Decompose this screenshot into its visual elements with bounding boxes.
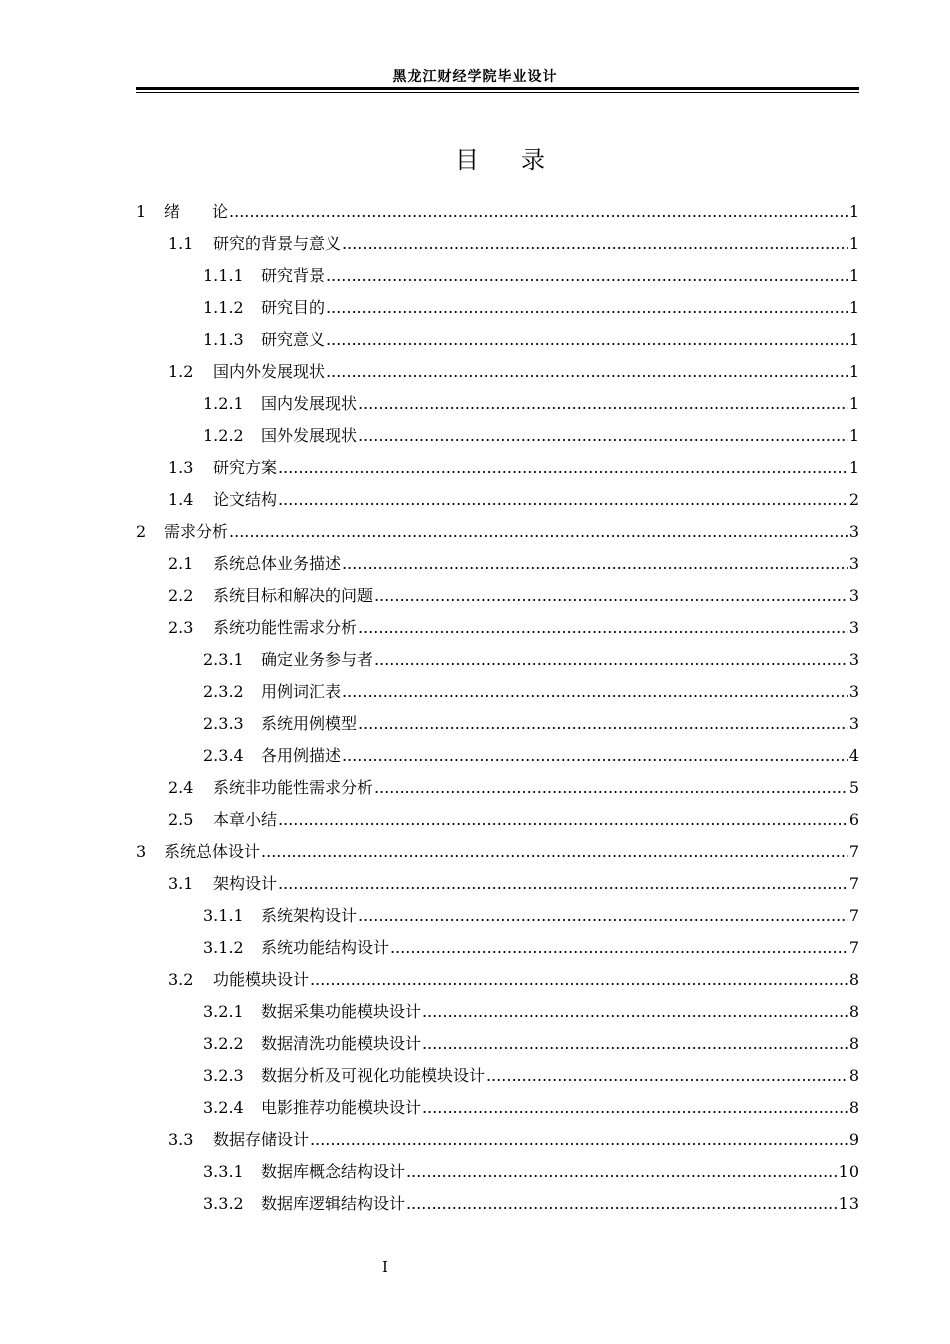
- toc-entry-title: 电影推荐功能模块设计: [261, 1098, 422, 1117]
- toc-title: [0, 140, 950, 175]
- toc-entry[interactable]: [136, 964, 859, 996]
- toc-entry[interactable]: [136, 1028, 859, 1060]
- toc-entry-number: 3.2: [168, 970, 194, 989]
- toc-entry[interactable]: [136, 1124, 859, 1156]
- toc-entry-number: 3.1: [168, 874, 194, 893]
- toc-dot-leader: [278, 484, 848, 516]
- toc-entry-title: 国内发展现状: [261, 394, 358, 413]
- toc-entry-title: 需求分析: [164, 522, 229, 541]
- toc-entry-title: 本章小结: [213, 810, 278, 829]
- toc-dot-leader: [326, 260, 848, 292]
- toc-entry-number: 3.2.1: [203, 1002, 244, 1021]
- toc-entry-title: 功能模块设计: [213, 970, 310, 989]
- toc-entry-page: 9: [848, 1130, 859, 1149]
- toc-entry-number: 2.5: [168, 810, 194, 829]
- toc-entry[interactable]: [136, 580, 859, 612]
- toc-entry-number: 2.3.2: [203, 682, 244, 701]
- toc-entry-title: 数据采集功能模块设计: [261, 1002, 422, 1021]
- toc-entry[interactable]: [136, 388, 859, 420]
- toc-entry[interactable]: [136, 228, 859, 260]
- toc-entry-title: 国内外发展现状: [213, 362, 326, 381]
- toc-entry-title: 系统用例模型: [261, 714, 358, 733]
- toc-entry-page: 7: [848, 906, 859, 925]
- toc-entry-title: 绪 论: [164, 202, 229, 221]
- toc-entry-page: 1: [848, 202, 859, 221]
- toc-entry-number: 2.2: [168, 586, 194, 605]
- toc-entry[interactable]: [136, 772, 859, 804]
- toc-entry-number: 3.2.3: [203, 1066, 244, 1085]
- toc-entry-page: 3: [848, 586, 859, 605]
- toc-entry-title: 数据清洗功能模块设计: [261, 1034, 422, 1053]
- toc-entry-title: 确定业务参与者: [261, 650, 374, 669]
- toc-entry-title: 数据分析及可视化功能模块设计: [261, 1066, 486, 1085]
- toc-entry-page: 1: [848, 458, 859, 477]
- toc-entry[interactable]: [136, 836, 859, 868]
- toc-dot-leader: [406, 1188, 838, 1220]
- toc-dot-leader: [358, 388, 848, 420]
- toc-dot-leader: [486, 1060, 848, 1092]
- toc-entry-page: 1: [848, 394, 859, 413]
- toc-entry-number: 1.4: [168, 490, 194, 509]
- toc-entry-number: 2.4: [168, 778, 194, 797]
- toc-entry-page: 3: [848, 650, 859, 669]
- toc-dot-leader: [358, 420, 848, 452]
- toc-entry[interactable]: [136, 484, 859, 516]
- toc-entry-page: 4: [848, 746, 859, 765]
- toc-dot-leader: [374, 644, 848, 676]
- toc-entry-page: 8: [848, 970, 859, 989]
- toc-entry-number: 2: [136, 522, 147, 541]
- toc-entry[interactable]: [136, 1188, 859, 1220]
- toc-entry-page: 8: [848, 1034, 859, 1053]
- toc-entry-page: 6: [848, 810, 859, 829]
- toc-entry[interactable]: [136, 708, 859, 740]
- toc-entry-number: 3.1.2: [203, 938, 244, 957]
- toc-entry-number: 3.3.2: [203, 1194, 244, 1213]
- toc-entry[interactable]: [136, 260, 859, 292]
- toc-dot-leader: [326, 356, 848, 388]
- toc-dot-leader: [342, 228, 848, 260]
- toc-entry[interactable]: [136, 1060, 859, 1092]
- header-rule-thin: [136, 92, 859, 93]
- toc-entry-title: 论文结构: [213, 490, 278, 509]
- toc-dot-leader: [326, 292, 848, 324]
- toc-entry-number: 1.2.2: [203, 426, 244, 445]
- toc-entry-number: 2.1: [168, 554, 194, 573]
- toc-dot-leader: [326, 324, 848, 356]
- toc-entry-title: 系统功能结构设计: [261, 938, 390, 957]
- table-of-contents: [136, 196, 859, 1220]
- toc-entry-page: 1: [848, 426, 859, 445]
- toc-entry[interactable]: [136, 548, 859, 580]
- toc-entry-title: 各用例描述: [261, 746, 342, 765]
- toc-entry[interactable]: [136, 868, 859, 900]
- toc-entry-number: 2.3.1: [203, 650, 244, 669]
- toc-entry[interactable]: [136, 292, 859, 324]
- toc-title-part1: 目: [455, 146, 479, 174]
- toc-entry-title: 系统总体业务描述: [213, 554, 342, 573]
- toc-entry-page: 3: [848, 554, 859, 573]
- toc-entry-number: 1: [136, 202, 147, 221]
- toc-entry-title: 研究背景: [261, 266, 326, 285]
- toc-entry-page: 8: [848, 1066, 859, 1085]
- toc-entry-page: 1: [848, 362, 859, 381]
- toc-entry-page: 1: [848, 266, 859, 285]
- toc-entry-number: 1.3: [168, 458, 194, 477]
- toc-entry[interactable]: [136, 356, 859, 388]
- toc-dot-leader: [278, 452, 848, 484]
- toc-entry[interactable]: [136, 740, 859, 772]
- toc-entry-page: 3: [848, 522, 859, 541]
- toc-entry-page: 7: [848, 842, 859, 861]
- toc-dot-leader: [374, 772, 848, 804]
- toc-entry[interactable]: [136, 196, 859, 228]
- toc-entry-number: 3.1.1: [203, 906, 244, 925]
- toc-dot-leader: [342, 740, 848, 772]
- toc-dot-leader: [422, 996, 848, 1028]
- toc-entry-page: 3: [848, 682, 859, 701]
- toc-entry[interactable]: [136, 516, 859, 548]
- toc-entry[interactable]: [136, 996, 859, 1028]
- toc-entry[interactable]: [136, 420, 859, 452]
- toc-entry-page: 8: [848, 1098, 859, 1117]
- toc-entry[interactable]: [136, 900, 859, 932]
- toc-dot-leader: [422, 1092, 848, 1124]
- toc-entry-number: 1.1.2: [203, 298, 244, 317]
- toc-entry-title: 研究目的: [261, 298, 326, 317]
- toc-entry-title: 数据库概念结构设计: [261, 1162, 406, 1181]
- toc-entry-number: 3.2.2: [203, 1034, 244, 1053]
- toc-dot-leader: [261, 836, 848, 868]
- toc-dot-leader: [358, 708, 848, 740]
- toc-entry[interactable]: [136, 1156, 859, 1188]
- toc-dot-leader: [278, 804, 848, 836]
- toc-entry[interactable]: [136, 932, 859, 964]
- toc-entry-number: 1.2.1: [203, 394, 244, 413]
- toc-entry-page: 1: [848, 330, 859, 349]
- toc-entry-number: 1.2: [168, 362, 194, 381]
- toc-entry-page: 2: [848, 490, 859, 509]
- page-number: I: [382, 1258, 388, 1276]
- toc-entry-title: 架构设计: [213, 874, 278, 893]
- toc-dot-leader: [310, 1124, 848, 1156]
- toc-entry-page: 7: [848, 938, 859, 957]
- toc-entry-number: 3.3.1: [203, 1162, 244, 1181]
- toc-dot-leader: [310, 964, 848, 996]
- toc-dot-leader: [358, 900, 848, 932]
- toc-dot-leader: [358, 612, 848, 644]
- toc-title-part2: 录: [521, 146, 545, 174]
- toc-entry-page: 1: [848, 298, 859, 317]
- toc-dot-leader: [342, 548, 848, 580]
- toc-entry-number: 3: [136, 842, 147, 861]
- toc-entry-page: 5: [848, 778, 859, 797]
- toc-entry-page: 1: [848, 234, 859, 253]
- toc-entry-page: 13: [838, 1194, 859, 1213]
- toc-dot-leader: [342, 676, 848, 708]
- toc-entry[interactable]: [136, 612, 859, 644]
- toc-entry[interactable]: [136, 1092, 859, 1124]
- toc-entry-number: 3.2.4: [203, 1098, 244, 1117]
- toc-entry-page: 3: [848, 714, 859, 733]
- toc-entry-page: 10: [838, 1162, 859, 1181]
- toc-entry[interactable]: [136, 804, 859, 836]
- toc-dot-leader: [390, 932, 848, 964]
- toc-entry-number: 2.3.3: [203, 714, 244, 733]
- toc-entry[interactable]: [136, 644, 859, 676]
- toc-entry[interactable]: [136, 324, 859, 356]
- toc-entry-number: 3.3: [168, 1130, 194, 1149]
- toc-dot-leader: [278, 868, 848, 900]
- toc-entry-title: 国外发展现状: [261, 426, 358, 445]
- toc-entry-number: 1.1: [168, 234, 194, 253]
- page-header: 黑龙江财经学院毕业设计: [392, 69, 558, 85]
- toc-entry-number: 1.1.3: [203, 330, 244, 349]
- toc-entry-title: 系统目标和解决的问题: [213, 586, 374, 605]
- toc-entry-title: 系统架构设计: [261, 906, 358, 925]
- toc-entry-title: 数据库逻辑结构设计: [261, 1194, 406, 1213]
- toc-dot-leader: [406, 1156, 838, 1188]
- header-rule-thick: [136, 87, 859, 90]
- toc-entry[interactable]: [136, 676, 859, 708]
- toc-entry-number: 2.3.4: [203, 746, 244, 765]
- toc-entry-title: 系统总体设计: [164, 842, 261, 861]
- toc-entry-title: 研究意义: [261, 330, 326, 349]
- toc-entry-title: 系统功能性需求分析: [213, 618, 358, 637]
- toc-dot-leader: [229, 516, 848, 548]
- toc-entry-title: 系统非功能性需求分析: [213, 778, 374, 797]
- toc-entry-number: 2.3: [168, 618, 194, 637]
- toc-dot-leader: [229, 196, 848, 228]
- toc-entry-title: 研究的背景与意义: [213, 234, 342, 253]
- toc-entry-page: 3: [848, 618, 859, 637]
- toc-entry-page: 7: [848, 874, 859, 893]
- toc-entry-title: 研究方案: [213, 458, 278, 477]
- toc-entry[interactable]: [136, 452, 859, 484]
- toc-dot-leader: [422, 1028, 848, 1060]
- toc-dot-leader: [374, 580, 848, 612]
- toc-entry-title: 用例词汇表: [261, 682, 342, 701]
- toc-entry-title: 数据存储设计: [213, 1130, 310, 1149]
- toc-entry-number: 1.1.1: [203, 266, 244, 285]
- toc-entry-page: 8: [848, 1002, 859, 1021]
